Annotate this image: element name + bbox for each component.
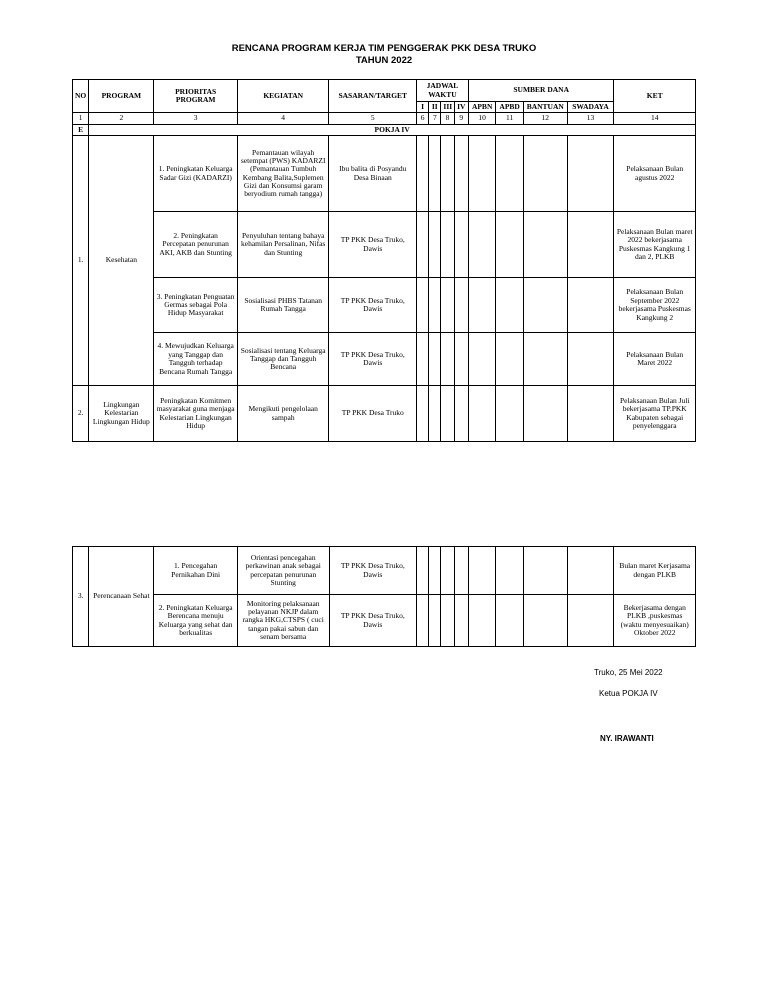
table-row: [73, 386, 696, 442]
sasaran-cell: TP PKK Desa Truko, Dawis: [329, 595, 417, 647]
program-table: [72, 79, 696, 442]
kegiatan-cell: Monitoring pelaksanaan pelayanan NKJP dalam rangka HKG,CTSPS ( cuci tangan pakai sabun dan senam bersama: [237, 595, 329, 647]
table-row: [73, 547, 696, 595]
program-name: Perencanaan Sehat: [89, 547, 154, 647]
empty-cell: [523, 386, 567, 442]
empty-cell: [523, 212, 567, 278]
document-year: TAHUN 2022: [355, 55, 413, 66]
empty-cell: [523, 547, 567, 595]
prioritas-cell: 4. Mewujudkan Keluarga yang Tanggap dan Tangguh terhadap Bencana Rumah Tangga: [154, 333, 237, 386]
empty-cell: [454, 278, 468, 333]
empty-cell: [441, 278, 454, 333]
column-number: 14: [614, 113, 696, 124]
empty-cell: [429, 386, 441, 442]
row-number: 2.: [73, 386, 89, 442]
header-sasaran: SASARAN/TARGET: [329, 80, 417, 113]
program-name: Lingkungan Kelestarian Lingkungan Hidup: [89, 386, 154, 442]
header-ket: KET: [614, 80, 696, 113]
kegiatan-cell: Orientasi pencegahan perkawinan anak sebagai percepatan penurunan Stunting: [237, 547, 329, 595]
empty-cell: [441, 212, 454, 278]
kegiatan-cell: Pemantauan wilayah setempat (PWS) KADARZI (Pemantauan Tumbuh Kembang Balita,Suplemen Gizi dan Konsumsi garam beryodium rumah tangga): [237, 136, 329, 212]
prioritas-cell: 2. Peningkatan Percepatan penurunan AKI, AKB dan Stunting: [154, 212, 237, 278]
empty-cell: [441, 136, 454, 212]
prioritas-cell: 1. Peningkatan Keluarga Sadar Gizi (KADARZI): [154, 136, 237, 212]
header-q1: I: [417, 102, 429, 113]
sasaran-cell: Ibu balita di Posyandu Desa Binaan: [329, 136, 417, 212]
empty-cell: [429, 595, 441, 647]
header-program: PROGRAM: [89, 80, 154, 113]
prioritas-cell: 1. Pencegahan Pernikahan Dini: [154, 547, 237, 595]
header-prioritas: PRIORITAS PROGRAM: [154, 80, 237, 113]
table-row: [73, 333, 696, 386]
sasaran-cell: TP PKK Desa Truko, Dawis: [329, 547, 417, 595]
empty-cell: [468, 136, 495, 212]
empty-cell: [429, 333, 441, 386]
header-apbn: APBN: [468, 102, 495, 113]
empty-cell: [441, 547, 454, 595]
ket-cell: Pelaksanaan Bulan September 2022 bekerjasama Puskesmas Kangkung 2: [614, 278, 696, 333]
column-number: 13: [567, 113, 614, 124]
empty-cell: [468, 333, 495, 386]
empty-cell: [567, 212, 614, 278]
empty-cell: [454, 547, 468, 595]
empty-cell: [567, 547, 614, 595]
header-swadaya: SWADAYA: [567, 102, 614, 113]
section-letter: E: [73, 124, 89, 135]
empty-cell: [454, 386, 468, 442]
header-apbd: APBD: [496, 102, 523, 113]
prioritas-cell: 3. Peningkatan Penguatan Germas sebagai Pola Hidup Masyarakat: [154, 278, 237, 333]
empty-cell: [454, 333, 468, 386]
program-name: Kesehatan: [89, 136, 154, 386]
sasaran-cell: TP PKK Desa Truko, Dawis: [329, 278, 417, 333]
kegiatan-cell: Sosialisasi PHBS Tatanan Rumah Tangga: [237, 278, 329, 333]
column-number: 1: [73, 113, 89, 124]
sasaran-cell: TP PKK Desa Truko, Dawis: [329, 212, 417, 278]
empty-cell: [441, 386, 454, 442]
ket-cell: Bekerjasama dengan PLKB ,puskesmas (waktu menyesuaikan) Oktober 2022: [614, 595, 696, 647]
header-q4: IV: [454, 102, 468, 113]
signature-role: Ketua POKJA IV: [599, 689, 658, 698]
header-jadwal: JADWAL WAKTU: [417, 80, 469, 102]
empty-cell: [441, 333, 454, 386]
table-row: [73, 136, 696, 212]
empty-cell: [468, 547, 495, 595]
empty-cell: [523, 595, 567, 647]
ket-cell: Pelaksanaan Bulan maret 2022 bekerjasama Puskesmas Kangkung 1 dan 2, PLKB: [614, 212, 696, 278]
column-number: 4: [237, 113, 329, 124]
empty-cell: [523, 333, 567, 386]
empty-cell: [454, 212, 468, 278]
empty-cell: [417, 386, 429, 442]
header-sumber-dana: SUMBER DANA: [468, 80, 614, 102]
header-q2: II: [429, 102, 441, 113]
section-name: POKJA IV: [89, 124, 696, 135]
header-kegiatan: KEGIATAN: [237, 80, 329, 113]
empty-cell: [429, 212, 441, 278]
empty-cell: [496, 595, 523, 647]
empty-cell: [468, 386, 495, 442]
empty-cell: [468, 278, 495, 333]
table-row: [73, 212, 696, 278]
empty-cell: [567, 333, 614, 386]
empty-cell: [496, 333, 523, 386]
empty-cell: [429, 547, 441, 595]
empty-cell: [429, 136, 441, 212]
header-q3: III: [441, 102, 454, 113]
empty-cell: [496, 547, 523, 595]
row-number: 3.: [73, 547, 89, 647]
empty-cell: [567, 136, 614, 212]
table-row: [73, 278, 696, 333]
kegiatan-cell: Mengikuti pengelolaan sampah: [237, 386, 329, 442]
signature-name: NY. IRAWANTI: [600, 734, 654, 743]
empty-cell: [567, 278, 614, 333]
column-number: 12: [523, 113, 567, 124]
column-number: 11: [496, 113, 523, 124]
empty-cell: [567, 595, 614, 647]
column-number: 9: [454, 113, 468, 124]
column-number: 10: [468, 113, 495, 124]
empty-cell: [496, 212, 523, 278]
prioritas-cell: Peningkatan Komitmen masyarakat guna menjaga Kelestarian Lingkungan Hidup: [154, 386, 237, 442]
empty-cell: [454, 595, 468, 647]
empty-cell: [454, 136, 468, 212]
empty-cell: [523, 136, 567, 212]
ket-cell: Pelaksanaan Bulan agustus 2022: [614, 136, 696, 212]
empty-cell: [468, 595, 495, 647]
empty-cell: [417, 333, 429, 386]
column-number: 8: [441, 113, 454, 124]
kegiatan-cell: Sosialisasi tentang Keluarga Tanggap dan Tangguh Bencana: [237, 333, 329, 386]
document-title: RENCANA PROGRAM KERJA TIM PENGGERAK PKK DESA TRUKO: [231, 43, 537, 54]
signature-place-date: Truko, 25 Mei 2022: [594, 668, 663, 677]
empty-cell: [417, 212, 429, 278]
ket-cell: Pelaksanaan Bulan Juli bekerjasama TP.PKK Kabupaten sebagai penyelenggara: [614, 386, 696, 442]
ket-cell: Pelaksanaan Bulan Maret 2022: [614, 333, 696, 386]
empty-cell: [496, 386, 523, 442]
header-bantuan: BANTUAN: [523, 102, 567, 113]
section-row: [73, 124, 696, 135]
prioritas-cell: 2. Peningkatan Keluarga Berencana menuju Keluarga yang sehat dan berkualitas: [154, 595, 237, 647]
column-number: 3: [154, 113, 237, 124]
empty-cell: [417, 136, 429, 212]
empty-cell: [523, 278, 567, 333]
ket-cell: Bulan maret Kerjasama dengan PLKB: [614, 547, 696, 595]
sasaran-cell: TP PKK Desa Truko, Dawis: [329, 333, 417, 386]
column-number: 6: [417, 113, 429, 124]
table-row: [73, 595, 696, 647]
empty-cell: [468, 212, 495, 278]
sasaran-cell: TP PKK Desa Truko: [329, 386, 417, 442]
kegiatan-cell: Penyuluhan tentang bahaya kehamilan Persalinan, Nifas dan Stunting: [237, 212, 329, 278]
empty-cell: [417, 547, 429, 595]
empty-cell: [496, 278, 523, 333]
empty-cell: [417, 278, 429, 333]
header-no: NO: [73, 80, 89, 113]
empty-cell: [429, 278, 441, 333]
column-number: 5: [329, 113, 417, 124]
empty-cell: [417, 595, 429, 647]
empty-cell: [441, 595, 454, 647]
row-number: 1.: [73, 136, 89, 386]
column-number: 2: [89, 113, 154, 124]
empty-cell: [567, 386, 614, 442]
column-number: 7: [429, 113, 441, 124]
empty-cell: [496, 136, 523, 212]
program-table-continued: [72, 546, 696, 647]
